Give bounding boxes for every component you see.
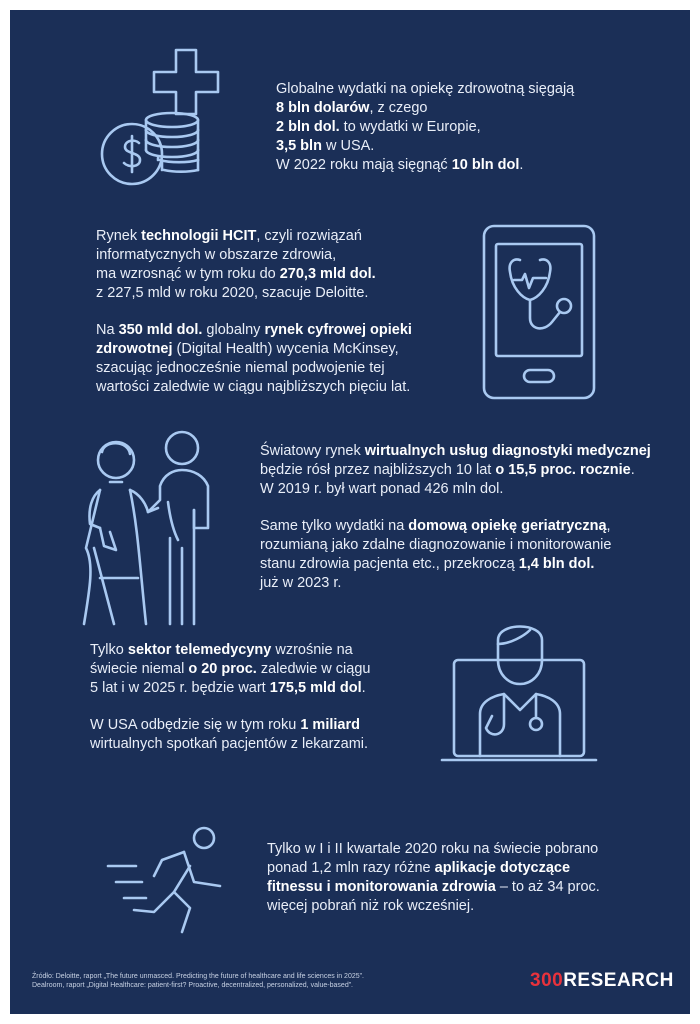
body-text: . (630, 462, 635, 478)
body-text: wzrośnie na (271, 642, 353, 658)
body-text: W 2022 roku mają sięgnąć (276, 157, 452, 173)
infographic-panel (10, 10, 690, 1014)
highlight-text: 10 bln dol (451, 157, 520, 173)
source-footnote (32, 972, 432, 990)
highlight-text: 1,4 bln dol. (518, 556, 595, 572)
highlight-text: rynek cyfrowej opieki (264, 322, 412, 338)
paragraph (276, 80, 606, 175)
highlight-text: 2 bln dol. (276, 119, 340, 135)
section-3-text (260, 442, 680, 593)
body-text: . (519, 157, 524, 173)
body-text: już w 2023 r. (260, 575, 342, 591)
highlight-text: wirtualnych usług diagnostyki medycznej (364, 443, 651, 459)
footnote-line: Dealroom, raport „Digital Healthcare: patient-first? Proactive, decentralized, personalized, value-based”. (32, 982, 353, 989)
body-text: Rynek (96, 228, 142, 244)
body-text: globalny (202, 322, 265, 338)
body-text: Same tylko wydatki na (260, 518, 409, 534)
paragraph (90, 716, 420, 754)
body-text: stanu zdrowia pacjenta etc., przekroczą (260, 556, 519, 572)
body-text: ma wzrosnąć w tym roku do (96, 266, 280, 282)
body-text: szacując jednocześnie niemal podwojenie tej (96, 360, 385, 376)
doctor-laptop-icon (440, 614, 600, 774)
body-text: to wydatki w Europie, (339, 119, 481, 135)
body-text: więcej pobrań niż rok wcześniej. (267, 898, 475, 914)
body-text: rozumianą jako zdalne diagnozowanie i monitorowanie (260, 537, 612, 553)
body-text: wartości zaledwie w ciągu najbliższych pięciu lat. (96, 379, 411, 395)
brand-name: RESEARCH (563, 970, 674, 991)
highlight-text: 8 bln dolarów (276, 100, 370, 116)
highlight-text: o 15,5 proc. rocznie (495, 462, 631, 478)
paragraph (260, 442, 680, 499)
body-text: zaledwie w ciągu (256, 661, 371, 677)
highlight-text: zdrowotnej (96, 341, 173, 357)
highlight-text: 1 miliard (300, 717, 360, 733)
highlight-text: aplikacje dotyczące (434, 860, 571, 876)
highlight-text: domową opiekę geriatryczną (408, 518, 607, 534)
body-text: . (361, 680, 366, 696)
body-text: z 227,5 mld w roku 2020, szacuje Deloitte. (96, 285, 369, 301)
body-text: Światowy rynek (260, 443, 365, 459)
paragraph (96, 321, 456, 397)
section-1-text (276, 80, 606, 175)
paragraph (267, 840, 667, 916)
body-text: wirtualnych spotkań pacjentów z lekarzami. (90, 736, 369, 752)
paragraph (96, 227, 456, 303)
body-text: W USA odbędzie się w tym roku (90, 717, 301, 733)
body-text: , czyli rozwiązań (256, 228, 362, 244)
body-text: będzie rósł przez najbliższych 10 lat (260, 462, 496, 478)
highlight-text: 350 mld dol. (118, 322, 203, 338)
tablet-stethoscope-icon (480, 222, 600, 402)
section-4-text (90, 641, 420, 754)
highlight-text: 175,5 mld dol (269, 680, 362, 696)
running-person-icon (106, 826, 246, 936)
body-text: Tylko (90, 642, 128, 658)
paragraph (90, 641, 420, 698)
body-text: W 2019 r. był wart ponad 426 mln dol. (260, 481, 504, 497)
highlight-text: fitnessu i monitorowania zdrowia (267, 879, 496, 895)
body-text: 5 lat i w 2025 r. będzie wart (90, 680, 270, 696)
brand-number: 300 (530, 970, 564, 991)
body-text: Tylko w I i II kwartale 2020 roku na świecie pobrano (267, 841, 599, 857)
paragraph (260, 517, 680, 593)
body-text: ponad 1,2 mln razy różne (267, 860, 435, 876)
body-text: (Digital Health) wycenia McKinsey, (172, 341, 399, 357)
highlight-text: o 20 proc. (188, 661, 257, 677)
section-2-text (96, 227, 456, 397)
body-text: świecie niemal (90, 661, 189, 677)
highlight-text: 270,3 mld dol. (279, 266, 376, 282)
highlight-text: 3,5 bln (276, 138, 322, 154)
section-5-text (267, 840, 667, 916)
elderly-care-couple-icon (70, 428, 220, 628)
medical-cross-coins-icon (98, 42, 238, 192)
body-text: , z czego (369, 100, 428, 116)
highlight-text: sektor telemedycyny (127, 642, 272, 658)
body-text: informatycznych w obszarze zdrowia, (96, 247, 337, 263)
footnote-line: Źródło: Deloitte, raport „The future unmasced. Predicting the future of healthcare and life sciences in 2025”. (32, 973, 364, 980)
brand-logo (530, 970, 674, 992)
body-text: Na (96, 322, 119, 338)
body-text: w USA. (321, 138, 375, 154)
body-text: , (606, 518, 611, 534)
highlight-text: technologii HCIT (141, 228, 257, 244)
body-text: Globalne wydatki na opiekę zdrowotną sięgają (276, 81, 575, 97)
body-text: – to aż 34 proc. (495, 879, 600, 895)
